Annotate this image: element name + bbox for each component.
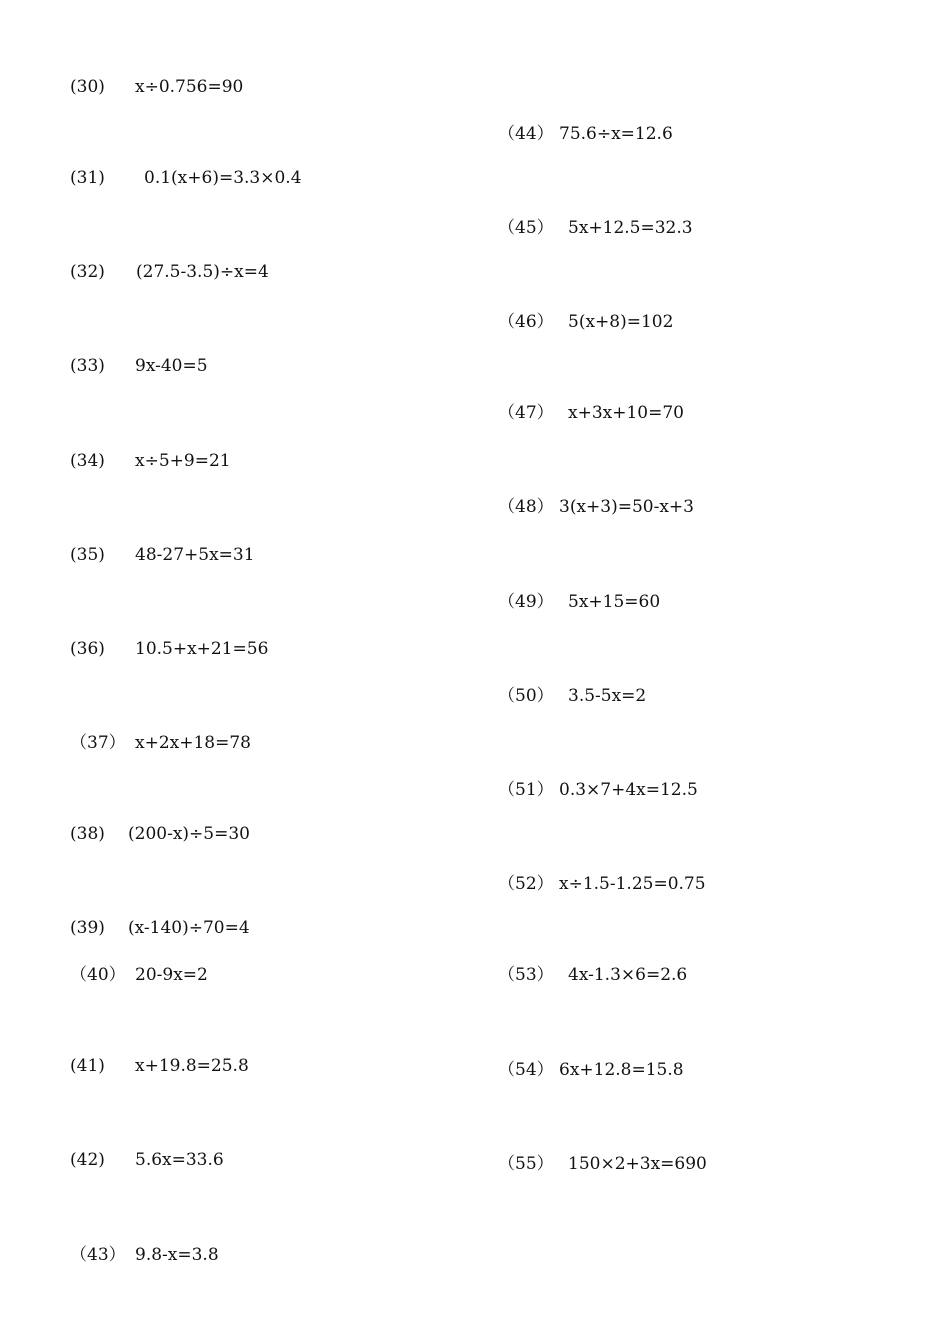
problem-number: （51） xyxy=(498,780,554,800)
equation: 150×2+3x=690 xyxy=(568,1154,707,1174)
problem-number: （43） xyxy=(70,1245,126,1265)
problem-number: (38) xyxy=(70,824,105,844)
problem-number: (39) xyxy=(70,918,105,938)
problem-number: （44） xyxy=(498,124,554,144)
equation: 48-27+5x=31 xyxy=(135,545,255,565)
problem-number: (42) xyxy=(70,1150,105,1170)
equation: x+3x+10=70 xyxy=(568,403,684,423)
problem-number: (35) xyxy=(70,545,105,565)
equation: (x-140)÷70=4 xyxy=(128,918,250,938)
equation: (200-x)÷5=30 xyxy=(128,824,250,844)
problem-number: (34) xyxy=(70,451,105,471)
equation: 5(x+8)=102 xyxy=(568,312,674,332)
problem-number: （50） xyxy=(498,686,554,706)
equation: 3.5-5x=2 xyxy=(568,686,647,706)
equation: 5x+15=60 xyxy=(568,592,661,612)
equation: 9.8-x=3.8 xyxy=(135,1245,219,1265)
problem-number: （47） xyxy=(498,403,554,423)
equation: 4x-1.3×6=2.6 xyxy=(568,965,688,985)
equation: x+19.8=25.8 xyxy=(135,1056,249,1076)
equation: x÷5+9=21 xyxy=(135,451,231,471)
problem-number: （40） xyxy=(70,965,126,985)
problem-number: （53） xyxy=(498,965,554,985)
problem-number: (32) xyxy=(70,262,105,282)
problem-number: (41) xyxy=(70,1056,105,1076)
problem-number: (30) xyxy=(70,77,105,97)
equation: 10.5+x+21=56 xyxy=(135,639,269,659)
equation: (27.5-3.5)÷x=4 xyxy=(136,262,269,282)
equation: 20-9x=2 xyxy=(135,965,208,985)
equation: 0.3×7+4x=12.5 xyxy=(559,780,698,800)
problem-number: (33) xyxy=(70,356,105,376)
problem-number: (31) xyxy=(70,168,105,188)
problem-number: （54） xyxy=(498,1060,554,1080)
equation: 0.1(x+6)=3.3×0.4 xyxy=(144,168,302,188)
equation: 3(x+3)=50-x+3 xyxy=(559,497,694,517)
equation: 5.6x=33.6 xyxy=(135,1150,224,1170)
problem-number: （52） xyxy=(498,874,554,894)
equation: 6x+12.8=15.8 xyxy=(559,1060,684,1080)
problem-number: （45） xyxy=(498,218,554,238)
equation: 5x+12.5=32.3 xyxy=(568,218,693,238)
equation: x÷0.756=90 xyxy=(135,77,244,97)
equation: 9x-40=5 xyxy=(135,356,208,376)
equation: 75.6÷x=12.6 xyxy=(559,124,673,144)
problem-number: （37） xyxy=(70,733,126,753)
problem-number: （46） xyxy=(498,312,554,332)
problem-number: (36) xyxy=(70,639,105,659)
equation: x+2x+18=78 xyxy=(135,733,251,753)
equation: x÷1.5-1.25=0.75 xyxy=(559,874,706,894)
problem-number: （55） xyxy=(498,1154,554,1174)
problem-number: （48） xyxy=(498,497,554,517)
problem-number: （49） xyxy=(498,592,554,612)
